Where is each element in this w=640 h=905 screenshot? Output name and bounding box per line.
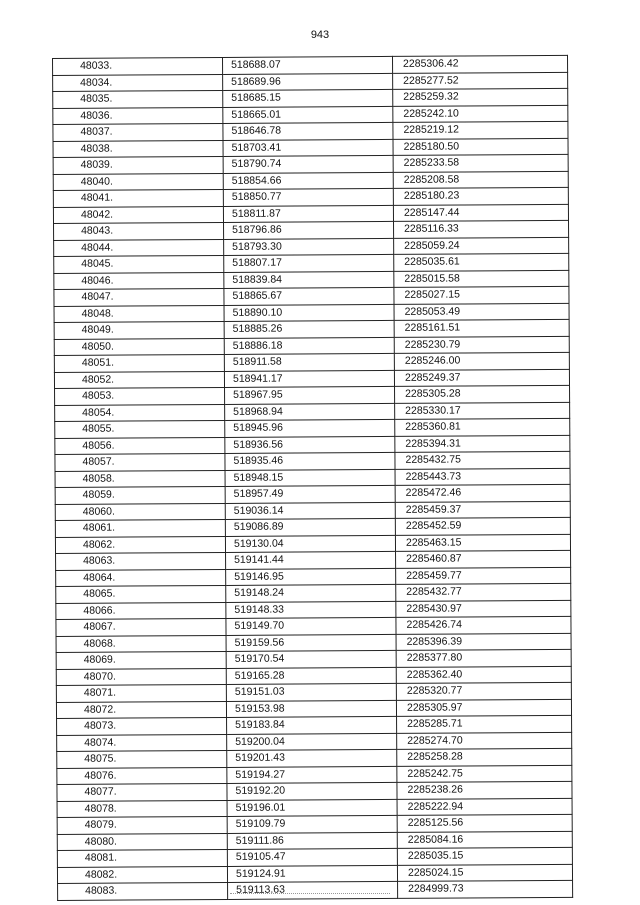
y-coordinate-cell: 2285394.31 bbox=[395, 435, 570, 453]
x-coordinate-cell: 519105.47 bbox=[227, 848, 397, 866]
x-coordinate-cell: 519194.27 bbox=[227, 766, 397, 784]
x-coordinate-cell: 519201.43 bbox=[227, 749, 397, 767]
point-id-cell: 48063. bbox=[56, 552, 226, 570]
x-coordinate-cell: 519148.24 bbox=[226, 584, 396, 602]
y-coordinate-cell: 2285116.33 bbox=[394, 220, 569, 238]
y-coordinate-cell: 2285242.75 bbox=[397, 765, 572, 783]
point-id-cell: 48060. bbox=[55, 503, 225, 521]
y-coordinate-cell: 2285035.61 bbox=[394, 253, 569, 271]
y-coordinate-cell: 2285125.56 bbox=[397, 814, 572, 832]
x-coordinate-cell: 519111.86 bbox=[227, 832, 397, 850]
y-coordinate-cell: 2285258.28 bbox=[397, 748, 572, 766]
y-coordinate-cell: 2285222.94 bbox=[397, 798, 572, 816]
x-coordinate-cell: 519196.01 bbox=[227, 799, 397, 817]
x-coordinate-cell: 518689.96 bbox=[223, 73, 393, 91]
y-coordinate-cell: 2285362.40 bbox=[396, 666, 571, 684]
point-id-cell: 48048. bbox=[54, 305, 224, 323]
point-id-cell: 48041. bbox=[53, 189, 223, 207]
y-coordinate-cell: 2285238.26 bbox=[397, 781, 572, 799]
point-id-cell: 48077. bbox=[57, 783, 227, 801]
y-coordinate-cell: 2285059.24 bbox=[394, 237, 569, 255]
coordinate-table-body bbox=[53, 55, 573, 900]
point-id-cell: 48035. bbox=[53, 90, 223, 108]
y-coordinate-cell: 2285452.59 bbox=[395, 517, 570, 535]
y-coordinate-cell: 2285305.97 bbox=[396, 699, 571, 717]
x-coordinate-cell: 519200.04 bbox=[227, 733, 397, 751]
y-coordinate-cell: 2285180.50 bbox=[393, 138, 568, 156]
point-id-cell: 48054. bbox=[55, 404, 225, 422]
y-coordinate-cell: 2285277.52 bbox=[393, 72, 568, 90]
point-id-cell: 48073. bbox=[57, 717, 227, 735]
y-coordinate-cell: 2285463.15 bbox=[395, 534, 570, 552]
x-coordinate-cell: 518967.95 bbox=[225, 386, 395, 404]
x-coordinate-cell: 518790.74 bbox=[223, 155, 393, 173]
x-coordinate-cell: 519192.20 bbox=[227, 782, 397, 800]
point-id-cell: 48036. bbox=[53, 107, 223, 125]
point-id-cell: 48065. bbox=[56, 585, 226, 603]
point-id-cell: 48038. bbox=[53, 140, 223, 158]
point-id-cell: 48052. bbox=[54, 371, 224, 389]
x-coordinate-cell: 518968.94 bbox=[225, 403, 395, 421]
y-coordinate-cell: 2285306.42 bbox=[392, 55, 567, 73]
y-coordinate-cell: 2285330.17 bbox=[395, 402, 570, 420]
y-coordinate-cell: 2285027.15 bbox=[394, 286, 569, 304]
y-coordinate-cell: 2285360.81 bbox=[395, 418, 570, 436]
point-id-cell: 48053. bbox=[55, 387, 225, 405]
y-coordinate-cell: 2285246.00 bbox=[394, 352, 569, 370]
y-coordinate-cell: 2285432.77 bbox=[396, 583, 571, 601]
point-id-cell: 48075. bbox=[57, 750, 227, 768]
coordinate-table bbox=[52, 55, 573, 901]
x-coordinate-cell: 518688.07 bbox=[222, 56, 392, 74]
y-coordinate-cell: 2285208.58 bbox=[393, 171, 568, 189]
point-id-cell: 48081. bbox=[57, 849, 227, 867]
x-coordinate-cell: 518811.87 bbox=[223, 205, 393, 223]
y-coordinate-cell: 2285472.46 bbox=[395, 484, 570, 502]
x-coordinate-cell: 519124.91 bbox=[227, 865, 397, 883]
y-coordinate-cell: 2285443.73 bbox=[395, 468, 570, 486]
point-id-cell: 48049. bbox=[54, 321, 224, 339]
y-coordinate-cell: 2284999.73 bbox=[398, 880, 573, 898]
x-coordinate-cell: 518936.56 bbox=[225, 436, 395, 454]
point-id-cell: 48059. bbox=[55, 486, 225, 504]
point-id-cell: 48055. bbox=[55, 420, 225, 438]
y-coordinate-cell: 2285432.75 bbox=[395, 451, 570, 469]
y-coordinate-cell: 2285259.32 bbox=[393, 88, 568, 106]
point-id-cell: 48056. bbox=[55, 437, 225, 455]
table-row bbox=[58, 880, 573, 900]
y-coordinate-cell: 2285249.37 bbox=[394, 369, 569, 387]
x-coordinate-cell: 519146.95 bbox=[226, 568, 396, 586]
x-coordinate-cell: 519086.89 bbox=[225, 518, 395, 536]
y-coordinate-cell: 2285219.12 bbox=[393, 121, 568, 139]
x-coordinate-cell: 518793.30 bbox=[224, 238, 394, 256]
x-coordinate-cell: 518957.49 bbox=[225, 485, 395, 503]
x-coordinate-cell: 518890.10 bbox=[224, 304, 394, 322]
point-id-cell: 48046. bbox=[54, 272, 224, 290]
point-id-cell: 48068. bbox=[56, 635, 226, 653]
y-coordinate-cell: 2285230.79 bbox=[394, 336, 569, 354]
x-coordinate-cell: 519149.70 bbox=[226, 617, 396, 635]
x-coordinate-cell: 518886.18 bbox=[224, 337, 394, 355]
x-coordinate-cell: 519130.04 bbox=[225, 535, 395, 553]
point-id-cell: 48045. bbox=[54, 255, 224, 273]
point-id-cell: 48072. bbox=[56, 701, 226, 719]
x-coordinate-cell: 519148.33 bbox=[226, 601, 396, 619]
y-coordinate-cell: 2285460.87 bbox=[396, 550, 571, 568]
y-coordinate-cell: 2285053.49 bbox=[394, 303, 569, 321]
point-id-cell: 48039. bbox=[53, 156, 223, 174]
y-coordinate-cell: 2285015.58 bbox=[394, 270, 569, 288]
y-coordinate-cell: 2285024.15 bbox=[397, 864, 572, 882]
point-id-cell: 48070. bbox=[56, 668, 226, 686]
point-id-cell: 48051. bbox=[54, 354, 224, 372]
x-coordinate-cell: 518935.46 bbox=[225, 452, 395, 470]
point-id-cell: 48040. bbox=[53, 173, 223, 191]
point-id-cell: 48061. bbox=[55, 519, 225, 537]
point-id-cell: 48067. bbox=[56, 618, 226, 636]
x-coordinate-cell: 518685.15 bbox=[223, 89, 393, 107]
point-id-cell: 48033. bbox=[53, 57, 223, 75]
x-coordinate-cell: 518839.84 bbox=[224, 271, 394, 289]
point-id-cell: 48043. bbox=[54, 222, 224, 240]
x-coordinate-cell: 518646.78 bbox=[223, 122, 393, 140]
x-coordinate-cell: 518911.58 bbox=[224, 353, 394, 371]
footer-divider bbox=[230, 893, 390, 894]
point-id-cell: 48037. bbox=[53, 123, 223, 141]
point-id-cell: 48083. bbox=[58, 882, 228, 900]
y-coordinate-cell: 2285274.70 bbox=[397, 732, 572, 750]
y-coordinate-cell: 2285180.23 bbox=[393, 187, 568, 205]
y-coordinate-cell: 2285320.77 bbox=[396, 682, 571, 700]
point-id-cell: 48074. bbox=[57, 734, 227, 752]
x-coordinate-cell: 518941.17 bbox=[224, 370, 394, 388]
x-coordinate-cell: 518945.96 bbox=[225, 419, 395, 437]
point-id-cell: 48042. bbox=[53, 206, 223, 224]
point-id-cell: 48076. bbox=[57, 767, 227, 785]
point-id-cell: 48069. bbox=[56, 651, 226, 669]
y-coordinate-cell: 2285459.77 bbox=[396, 567, 571, 585]
point-id-cell: 48066. bbox=[56, 602, 226, 620]
x-coordinate-cell: 519165.28 bbox=[226, 667, 396, 685]
y-coordinate-cell: 2285285.71 bbox=[397, 715, 572, 733]
x-coordinate-cell: 518885.26 bbox=[224, 320, 394, 338]
y-coordinate-cell: 2285242.10 bbox=[393, 105, 568, 123]
x-coordinate-cell: 518703.41 bbox=[223, 139, 393, 157]
x-coordinate-cell: 518948.15 bbox=[225, 469, 395, 487]
x-coordinate-cell: 519153.98 bbox=[226, 700, 396, 718]
point-id-cell: 48078. bbox=[57, 800, 227, 818]
x-coordinate-cell: 519109.79 bbox=[227, 815, 397, 833]
x-coordinate-cell: 518850.77 bbox=[223, 188, 393, 206]
page-number: 943 bbox=[310, 29, 330, 41]
point-id-cell: 48079. bbox=[57, 816, 227, 834]
x-coordinate-cell: 519170.54 bbox=[226, 650, 396, 668]
x-coordinate-cell: 519141.44 bbox=[226, 551, 396, 569]
point-id-cell: 48057. bbox=[55, 453, 225, 471]
y-coordinate-cell: 2285035.15 bbox=[397, 847, 572, 865]
x-coordinate-cell: 519113.63 bbox=[228, 881, 398, 899]
y-coordinate-cell: 2285147.44 bbox=[393, 204, 568, 222]
point-id-cell: 48062. bbox=[55, 536, 225, 554]
y-coordinate-cell: 2285161.51 bbox=[394, 319, 569, 337]
y-coordinate-cell: 2285396.39 bbox=[396, 633, 571, 651]
x-coordinate-cell: 519159.56 bbox=[226, 634, 396, 652]
y-coordinate-cell: 2285377.80 bbox=[396, 649, 571, 667]
x-coordinate-cell: 518796.86 bbox=[224, 221, 394, 239]
point-id-cell: 48047. bbox=[54, 288, 224, 306]
point-id-cell: 48050. bbox=[54, 338, 224, 356]
x-coordinate-cell: 518865.67 bbox=[224, 287, 394, 305]
y-coordinate-cell: 2285084.16 bbox=[397, 831, 572, 849]
y-coordinate-cell: 2285430.97 bbox=[396, 600, 571, 618]
y-coordinate-cell: 2285305.28 bbox=[395, 385, 570, 403]
point-id-cell: 48071. bbox=[56, 684, 226, 702]
point-id-cell: 48080. bbox=[57, 833, 227, 851]
point-id-cell: 48044. bbox=[54, 239, 224, 257]
point-id-cell: 48058. bbox=[55, 470, 225, 488]
x-coordinate-cell: 518854.66 bbox=[223, 172, 393, 190]
y-coordinate-cell: 2285426.74 bbox=[396, 616, 571, 634]
point-id-cell: 48034. bbox=[53, 74, 223, 92]
x-coordinate-cell: 519151.03 bbox=[226, 683, 396, 701]
y-coordinate-cell: 2285233.58 bbox=[393, 154, 568, 172]
x-coordinate-cell: 519036.14 bbox=[225, 502, 395, 520]
x-coordinate-cell: 518807.17 bbox=[224, 254, 394, 272]
point-id-cell: 48064. bbox=[56, 569, 226, 587]
y-coordinate-cell: 2285459.37 bbox=[395, 501, 570, 519]
x-coordinate-cell: 518665.01 bbox=[223, 106, 393, 124]
x-coordinate-cell: 519183.84 bbox=[227, 716, 397, 734]
point-id-cell: 48082. bbox=[57, 866, 227, 884]
